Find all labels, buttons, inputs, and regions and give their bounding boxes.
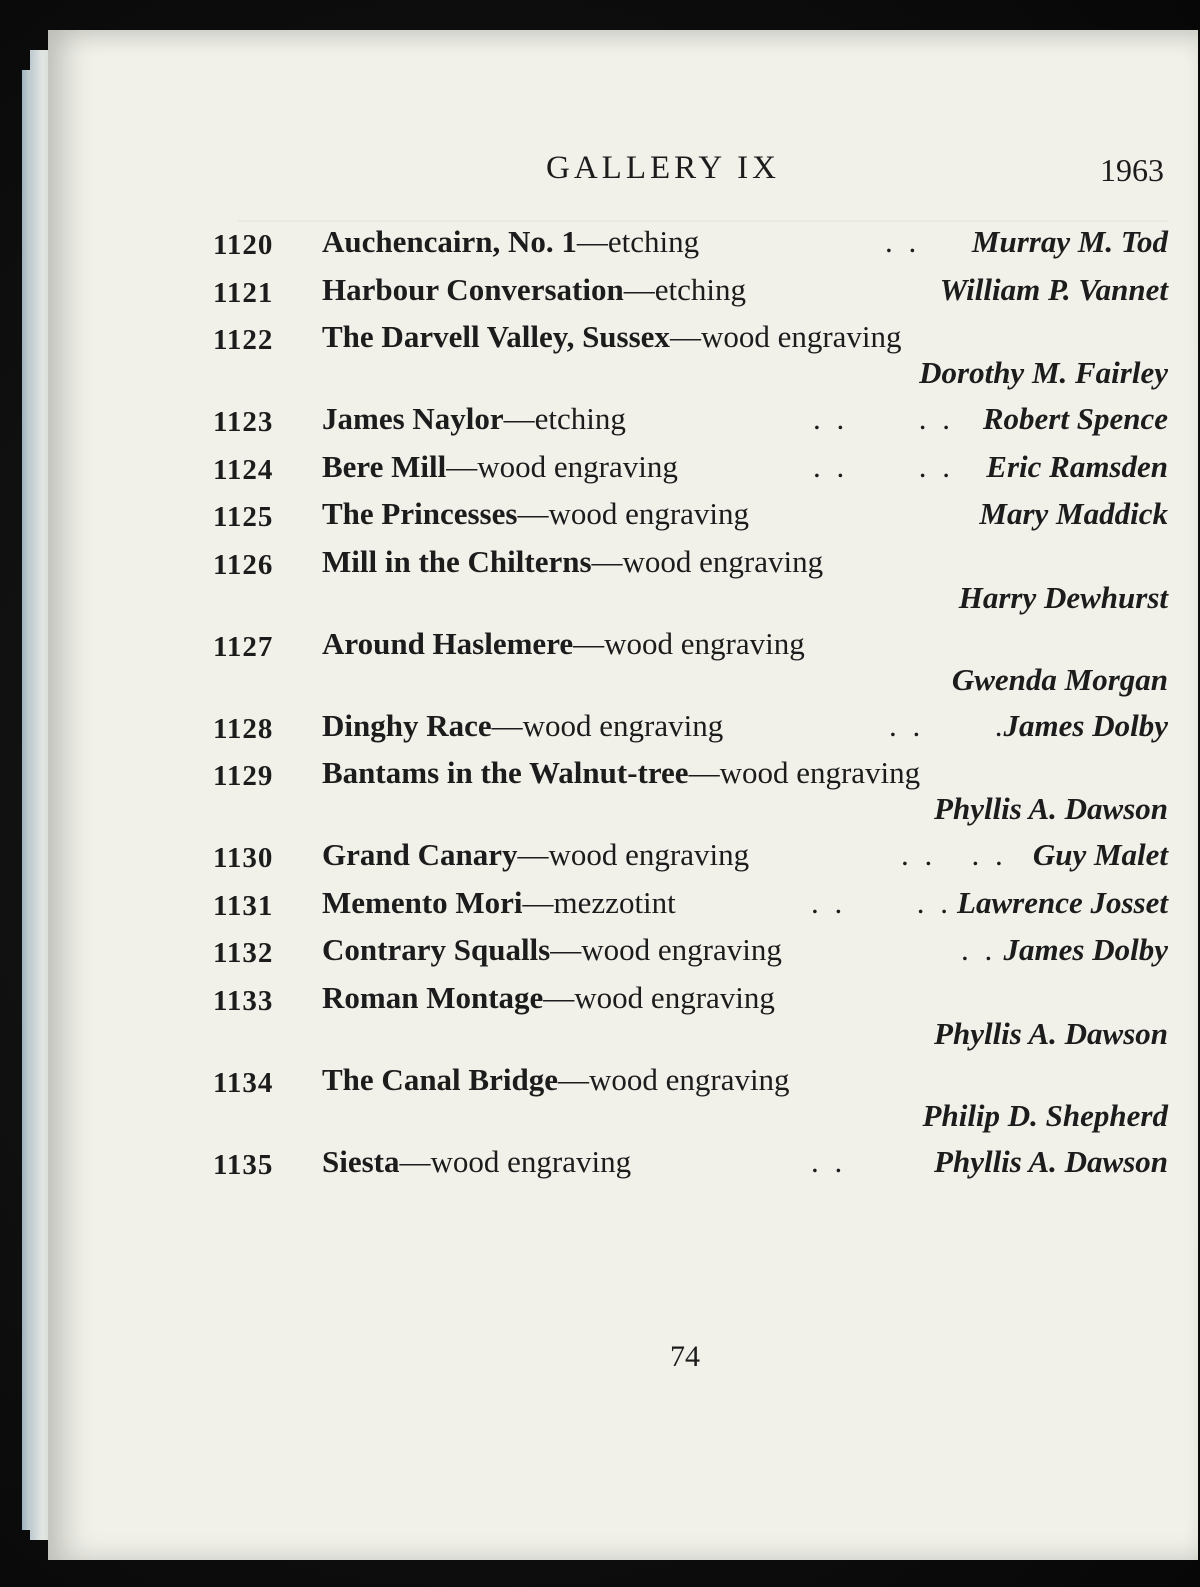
catalogue-year: 1963 <box>1100 152 1164 188</box>
entry-number: 1128 <box>213 712 274 745</box>
entry-number: 1129 <box>213 760 274 792</box>
entry-artist: Gwenda Morgan <box>951 661 1168 697</box>
entry-medium: —mezzotint <box>522 884 676 920</box>
entry-description <box>322 313 902 361</box>
entry-medium: —wood engraving <box>591 543 824 579</box>
entry-row-1121 <box>213 266 1168 314</box>
entry-row-1122 <box>213 313 1168 395</box>
entry-medium: —wood engraving <box>669 319 902 354</box>
entry-artist: Harry Dewhurst <box>958 579 1168 615</box>
entry-artist: Guy Malet <box>1032 837 1168 872</box>
entry-artist: Robert Spence <box>982 401 1168 436</box>
entry-medium: —wood engraving <box>517 496 750 531</box>
entry-row-1135 <box>213 1138 1168 1186</box>
leader-dots: . . <box>811 1143 847 1179</box>
entry-title: Dinghy Race <box>322 707 492 743</box>
entry-row-1123 <box>213 395 1168 443</box>
entry-row-1125 <box>213 490 1168 538</box>
entry-title: Grand Canary <box>322 837 518 872</box>
entry-description <box>322 831 749 879</box>
entry-medium: —etching <box>576 224 700 259</box>
leader-dots: . . . . <box>813 401 954 436</box>
entry-artist: Philip D. Shepherd <box>922 1097 1168 1133</box>
entry-number: 1126 <box>213 548 274 581</box>
entry-description <box>322 879 676 927</box>
entry-description <box>322 218 699 266</box>
entry-description <box>322 1056 790 1104</box>
entry-artist: Eric Ramsden <box>986 448 1168 484</box>
entry-number: 1123 <box>213 406 274 438</box>
entry-medium: —etching <box>623 271 746 307</box>
entry-description <box>322 395 626 443</box>
leader-dots: . . . . <box>811 884 952 920</box>
leader-dots: . . <box>961 932 997 967</box>
entry-number: 1134 <box>213 1066 274 1099</box>
entry-artist: James Dolby <box>1003 932 1168 967</box>
entry-medium: —wood engraving <box>688 755 921 790</box>
entry-number: 1135 <box>213 1148 274 1181</box>
entry-medium: —wood engraving <box>550 932 782 967</box>
entry-description <box>322 490 749 538</box>
entry-row-1131 <box>213 879 1168 927</box>
entry-row-1130 <box>213 831 1168 879</box>
entry-artist: Lawrence Josset <box>957 884 1168 920</box>
entry-description <box>322 443 678 491</box>
entry-list <box>213 218 1168 1185</box>
entry-row-1129 <box>213 749 1168 831</box>
entry-artist: William P. Vannet <box>939 271 1168 307</box>
entry-number: 1127 <box>213 630 274 663</box>
entry-title: Bantams in the Walnut-tree <box>322 755 689 790</box>
entry-row-1132 <box>213 926 1168 974</box>
entry-title: Contrary Squalls <box>322 932 551 967</box>
entry-row-1134 <box>213 1056 1168 1138</box>
entry-title: The Canal Bridge <box>322 1061 558 1097</box>
entry-artist: James Dolby <box>1003 707 1168 743</box>
entry-description <box>322 538 823 586</box>
entry-number: 1132 <box>213 937 274 969</box>
entry-artist: Phyllis A. Dawson <box>934 791 1168 826</box>
entry-number: 1133 <box>213 984 274 1017</box>
entry-description <box>322 974 775 1022</box>
running-header <box>48 150 1168 190</box>
entry-row-1133 <box>213 974 1168 1056</box>
entry-description <box>322 620 805 668</box>
entry-number: 1130 <box>213 842 274 874</box>
entry-title: Siesta <box>322 1143 400 1179</box>
entry-title: Harbour Conversation <box>322 271 624 307</box>
entry-number: 1131 <box>213 889 274 922</box>
entry-artist: Phyllis A. Dawson <box>934 1143 1168 1179</box>
leader-dots: . . <box>885 224 921 259</box>
entry-medium: —wood engraving <box>517 837 750 872</box>
entry-medium: —wood engraving <box>491 707 724 743</box>
entry-title: Roman Montage <box>322 979 544 1015</box>
entry-medium: —etching <box>503 401 626 436</box>
entry-artist: Murray M. Tod <box>971 224 1168 259</box>
entry-row-1128 <box>213 702 1168 750</box>
entry-medium: —wood engraving <box>446 448 678 484</box>
entry-title: James Naylor <box>322 401 504 436</box>
entry-description <box>322 1138 631 1186</box>
entry-title: The Darvell Valley, Sussex <box>322 319 670 354</box>
entry-number: 1122 <box>213 324 274 356</box>
entry-description <box>322 266 746 314</box>
leader-dots: . . . . <box>901 837 1007 872</box>
leader-dots: . . . . <box>889 707 1030 743</box>
entry-title: Bere Mill <box>322 448 447 484</box>
entry-description <box>322 926 782 974</box>
gallery-title: GALLERY IX <box>546 150 781 186</box>
entry-row-1127 <box>213 620 1168 702</box>
entry-artist: Mary Maddick <box>979 496 1168 531</box>
catalogue-page <box>48 30 1198 1560</box>
entry-medium: —wood engraving <box>557 1061 790 1097</box>
entry-artist: Phyllis A. Dawson <box>934 1015 1168 1051</box>
entry-title: Around Haslemere <box>322 625 574 661</box>
entry-title: The Princesses <box>322 496 518 531</box>
entry-medium: —wood engraving <box>399 1143 632 1179</box>
entry-title: Auchencairn, No. 1 <box>322 224 577 259</box>
entry-number: 1120 <box>213 229 274 261</box>
page-number: 74 <box>670 1340 700 1373</box>
entry-number: 1121 <box>213 276 274 309</box>
entry-row-1124 <box>213 443 1168 491</box>
entry-description <box>322 702 723 750</box>
entry-row-1120 <box>213 218 1168 266</box>
leader-dots: . . . . <box>813 448 954 484</box>
entry-row-1126 <box>213 538 1168 620</box>
entry-number: 1124 <box>213 453 274 486</box>
entry-title: Memento Mori <box>322 884 523 920</box>
entry-description <box>322 749 920 797</box>
entry-number: 1125 <box>213 501 274 533</box>
entry-medium: —wood engraving <box>573 625 805 661</box>
entry-medium: —wood engraving <box>543 979 775 1015</box>
entry-artist: Dorothy M. Fairley <box>919 355 1168 390</box>
entry-title: Mill in the Chilterns <box>322 543 592 579</box>
